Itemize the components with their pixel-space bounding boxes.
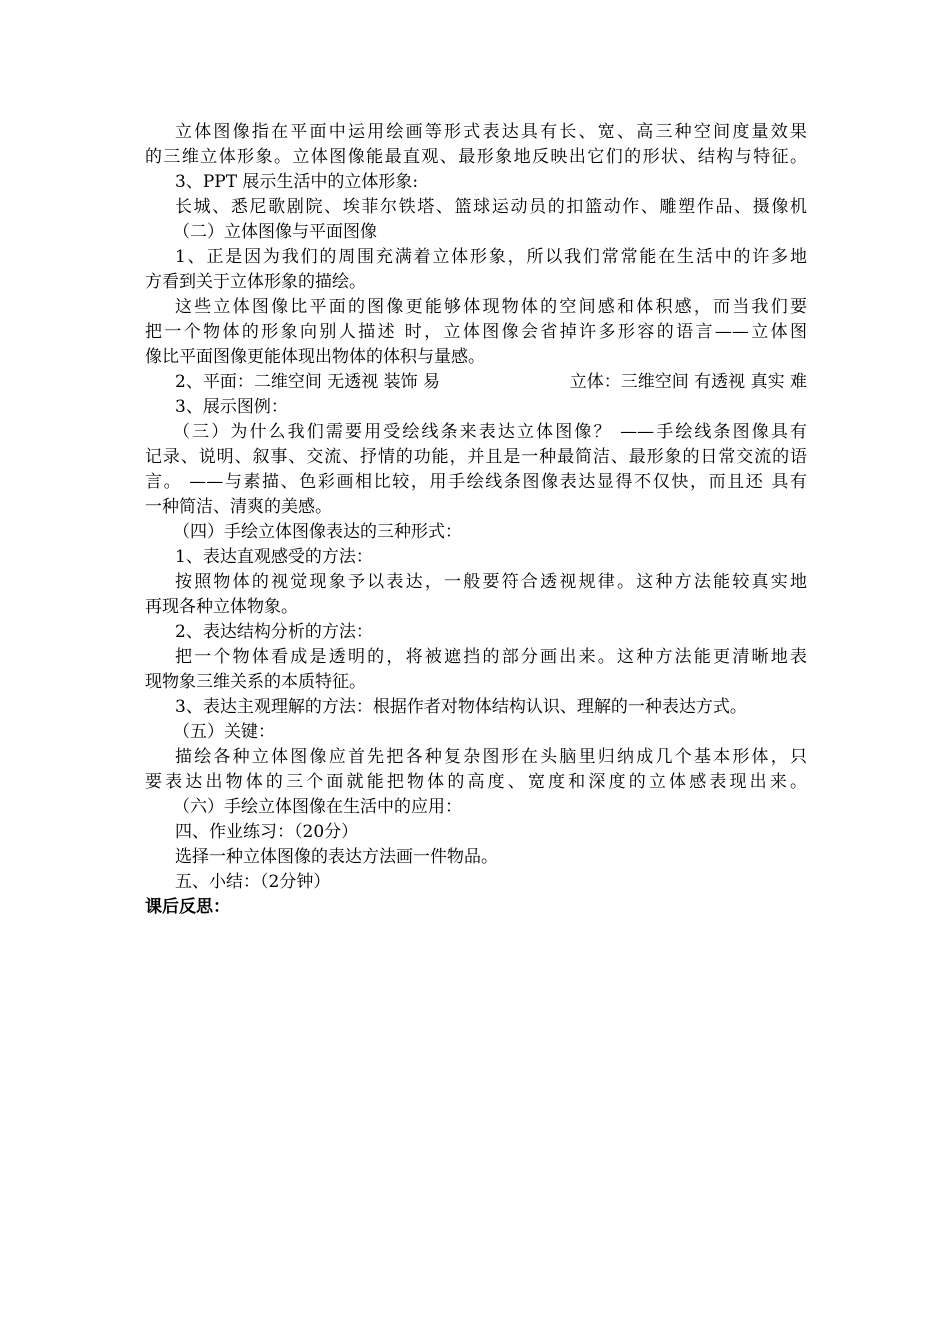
paragraph-line: 再现各种立体物象。 (145, 597, 298, 617)
paragraph-line: 像比平面图像更能体现出物体的体积与量感。 (145, 347, 485, 367)
paragraph-line: 立体图像指在平面中运用绘画等形式表达具有长、宽、高三种空间度量效果 (175, 122, 807, 142)
section-heading: （二）立体图像与平面图像 (173, 222, 377, 242)
plane-description: 2、平面：二维空间 无透视 装饰 易 (175, 372, 441, 392)
paragraph-line: 把一个物体看成是透明的，将被遮挡的部分画出来。这种方法能更清晰地表 (175, 647, 807, 667)
paragraph-line: 的三维立体形象。立体图像能最直观、最形象地反映出它们的形状、结构与特征。 (145, 147, 807, 167)
paragraph-line: 一种简洁、清爽的美感。 (145, 497, 332, 517)
document-body (145, 120, 807, 920)
section-heading: （五）关键： (173, 722, 275, 742)
paragraph-line: 要表达出物体的三个面就能把物体的高度、宽度和深度的立体感表现出来。 (145, 772, 807, 792)
paragraph-line: 言。 ——与素描、色彩画相比较，用手绘线条图像表达显得不仅快，而且还 具有 (145, 472, 807, 492)
section-heading: 四、作业练习：（20分） (175, 822, 359, 842)
paragraph-line: 2、表达结构分析的方法： (175, 622, 373, 642)
paragraph-line: 方看到关于立体形象的描绘。 (145, 272, 366, 292)
paragraph-line: 3、表达主观理解的方法：根据作者对物体结构认识、理解的一种表达方式。 (175, 697, 747, 717)
section-heading: 五、小结：（2分钟） (175, 872, 331, 892)
paragraph-line: 长城、悉尼歌剧院、埃菲尔铁塔、篮球运动员的扣篮动作、雕塑作品、摄像机 (175, 197, 807, 217)
solid-description: 立体：三维空间 有透视 真实 难 (569, 372, 807, 392)
paragraph-line: 描绘各种立体图像应首先把各种复杂图形在头脑里归纳成几个基本形体，只 (175, 747, 807, 767)
comparison-line (145, 370, 807, 395)
section-heading: （四）手绘立体图像表达的三种形式： (173, 522, 462, 542)
section-heading: （三）为什么我们需要用受绘线条来表达立体图像？ ——手绘线条图像具有 (173, 422, 807, 442)
paragraph-line: 记录、说明、叙事、交流、抒情的功能，并且是一种最简洁、最形象的日常交流的语 (145, 447, 807, 467)
paragraph-line: 把一个物体的形象向别人描述 时，立体图像会省掉许多形容的语言——立体图 (145, 322, 807, 342)
reflection-heading: 课后反思： (145, 897, 230, 917)
paragraph-line: 现物象三维关系的本质特征。 (145, 672, 366, 692)
paragraph-line: 3、展示图例： (175, 397, 288, 417)
paragraph-line: 3、PPT 展示生活中的立体形象: (175, 172, 419, 192)
paragraph-line: 选择一种立体图像的表达方法画一件物品。 (175, 847, 498, 867)
paragraph-line: 1、正是因为我们的周围充满着立体形象，所以我们常常能在生活中的许多地 (175, 247, 807, 267)
paragraph-line: 这些立体图像比平面的图像更能够体现物体的空间感和体积感，而当我们要 (175, 297, 807, 317)
paragraph-line: 按照物体的视觉现象予以表达，一般要符合透视规律。这种方法能较真实地 (175, 572, 807, 592)
section-heading: （六）手绘立体图像在生活中的应用： (173, 797, 462, 817)
paragraph-line: 1、表达直观感受的方法： (175, 547, 373, 567)
